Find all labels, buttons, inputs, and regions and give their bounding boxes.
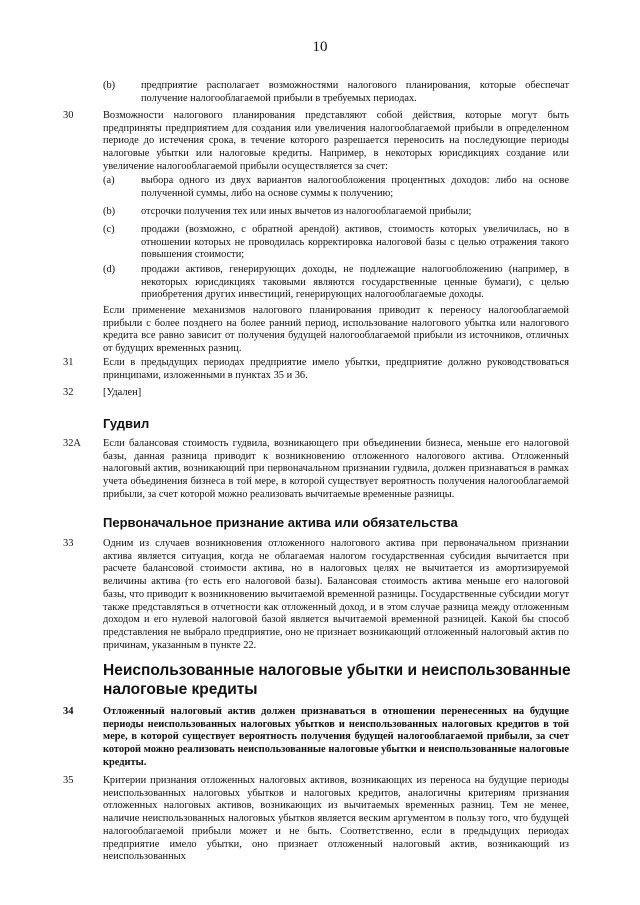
section-heading: Неиспользованные налоговые убытки и неиспользованные налоговые кредиты (103, 662, 571, 698)
paragraph-text: Одним из случаев возникновения отложенного налогового актива при первоначальном признании актива является ситуация, когда не облагаемая налогом государственная субсидия вычитается при расчете балансовой стоимости актива, но в налоговых целях не вычитается из амортизируемой величины актива (то есть его налоговой базы). Балансовая стоимость актива меньше его налоговой базы, что приводит к возникновению вычитаемой временной разницы. Государственные субсидии могут также представляться в отчетности как отложенный доход, и в этом случае разница между отложенным доходом и его нулевой налоговой базой является вычитаемой временной разницей. Какой бы способ представления не выбрало предприятие, оно не признает возникающий отложенный налоговый актив по причинам, указанным в пункте 22. (103, 538, 569, 651)
paragraph-text-bold: Отложенный налоговый актив должен признаваться в отношении перенесенных на будущие периоды неиспользованных налоговых убытков и неиспользованных налоговых кредитов в той мере, в которой существует вероятность получения будущей налогооблагаемой прибыли, за счет которой можно реализовать неиспользованные налоговые убытки и неиспользованные налоговые кредиты. (103, 706, 569, 768)
list-item-label: (c) (103, 224, 115, 235)
paragraph-number: 35 (63, 775, 74, 786)
section-heading: Первоначальное признание актива или обязательства (103, 515, 458, 530)
paragraph-text: Если в предыдущих периодах предприятие имело убытки, предприятие должно руководствоваться принципами, изложенными в пунктах 35 и 36. (103, 357, 569, 381)
paragraph-number: 32A (63, 438, 81, 449)
paragraph-number: 31 (63, 357, 74, 368)
list-item-label: (b) (103, 80, 116, 91)
page-number: 10 (312, 39, 328, 55)
paragraph-text: Если применение механизмов налогового планирования приводит к переносу налогооблагаемой прибыли с более позднего на более ранний период, использование налогового убытка или налогового кредита все равно зависит от получения будущей налогооблагаемой прибыли из источников, отличных от будущих временных разниц. (103, 305, 569, 355)
list-item-text: предприятие располагает возможностями налогового планирования, которые обеспечат получение налогооблагаемой прибыли в требуемых периодах. (141, 80, 569, 104)
section-heading: Гудвил (103, 416, 150, 431)
list-item-label: (a) (103, 175, 115, 186)
paragraph-number: 34 (63, 706, 74, 717)
paragraph-number: 30 (63, 110, 74, 121)
paragraph-text: Критерии признания отложенных налоговых активов, возникающих из переноса на будущие периоды неиспользованных налоговых убытков и налоговых кредитов, аналогичны критериям признания отложенных налоговых активов, возникающих из вычитаемых временных разниц. Тем не менее, наличие неиспользованных налоговых убытков является веским аргументом в пользу того, что будущей налогооблагаемой прибыли может и не быть. Соответственно, если в предыдущих периодах предприятие имело убытки, оно признает отложенный налоговый актив, возникающий из неиспользованных (103, 775, 569, 863)
list-item-label: (b) (103, 206, 116, 217)
list-item-label: (d) (103, 264, 116, 275)
paragraph-text: Возможности налогового планирования представляют собой действия, которые могут быть предприняты предприятием для создания или увеличения налогооблагаемой прибыли в определенном периоде до истечения срока, в течение которого разрешается переносить на последующие периоды налоговые убытки или налоговые кредиты. Например, в некоторых юрисдикциях создание или увеличение налогооблагаемой прибыли осуществляется за счет: (103, 110, 569, 172)
list-item-text: продажи (возможно, с обратной арендой) активов, стоимость которых увеличилась, но в отношении которых не проводилась корректировка налоговой базы с целью отражения такого повышения стоимости; (141, 224, 569, 261)
paragraph-text: [Удален] (103, 387, 142, 398)
paragraph-number: 33 (63, 538, 74, 549)
paragraph-text: Если балансовая стоимость гудвила, возникающего при объединении бизнеса, меньше его налоговой базы, данная разница приводит к возникновению отложенного налогового актива. Отложенный налоговый актив, возникающий при первоначальном признании гудвила, должен признаваться в рамках учета объединения бизнеса в той мере, в которой существует вероятность получения налогооблагаемой прибыли, за счет которой можно реализовать вычитаемые временные разницы. (103, 438, 569, 500)
list-item-text: продажи активов, генерирующих доходы, не подлежащие налогообложению (например, в некоторых юрисдикциях таковыми являются государственные ценные бумаги), с целью приобретения других инвестиций, генерирующих налогооблагаемые доходы. (141, 264, 569, 301)
list-item-text: выбора одного из двух вариантов налогообложения процентных доходов: либо на основе полученной суммы, либо на основе суммы к получению; (141, 175, 569, 199)
paragraph-number: 32 (63, 387, 74, 398)
list-item-text: отсрочки получения тех или иных вычетов из налогооблагаемой прибыли; (141, 206, 472, 217)
